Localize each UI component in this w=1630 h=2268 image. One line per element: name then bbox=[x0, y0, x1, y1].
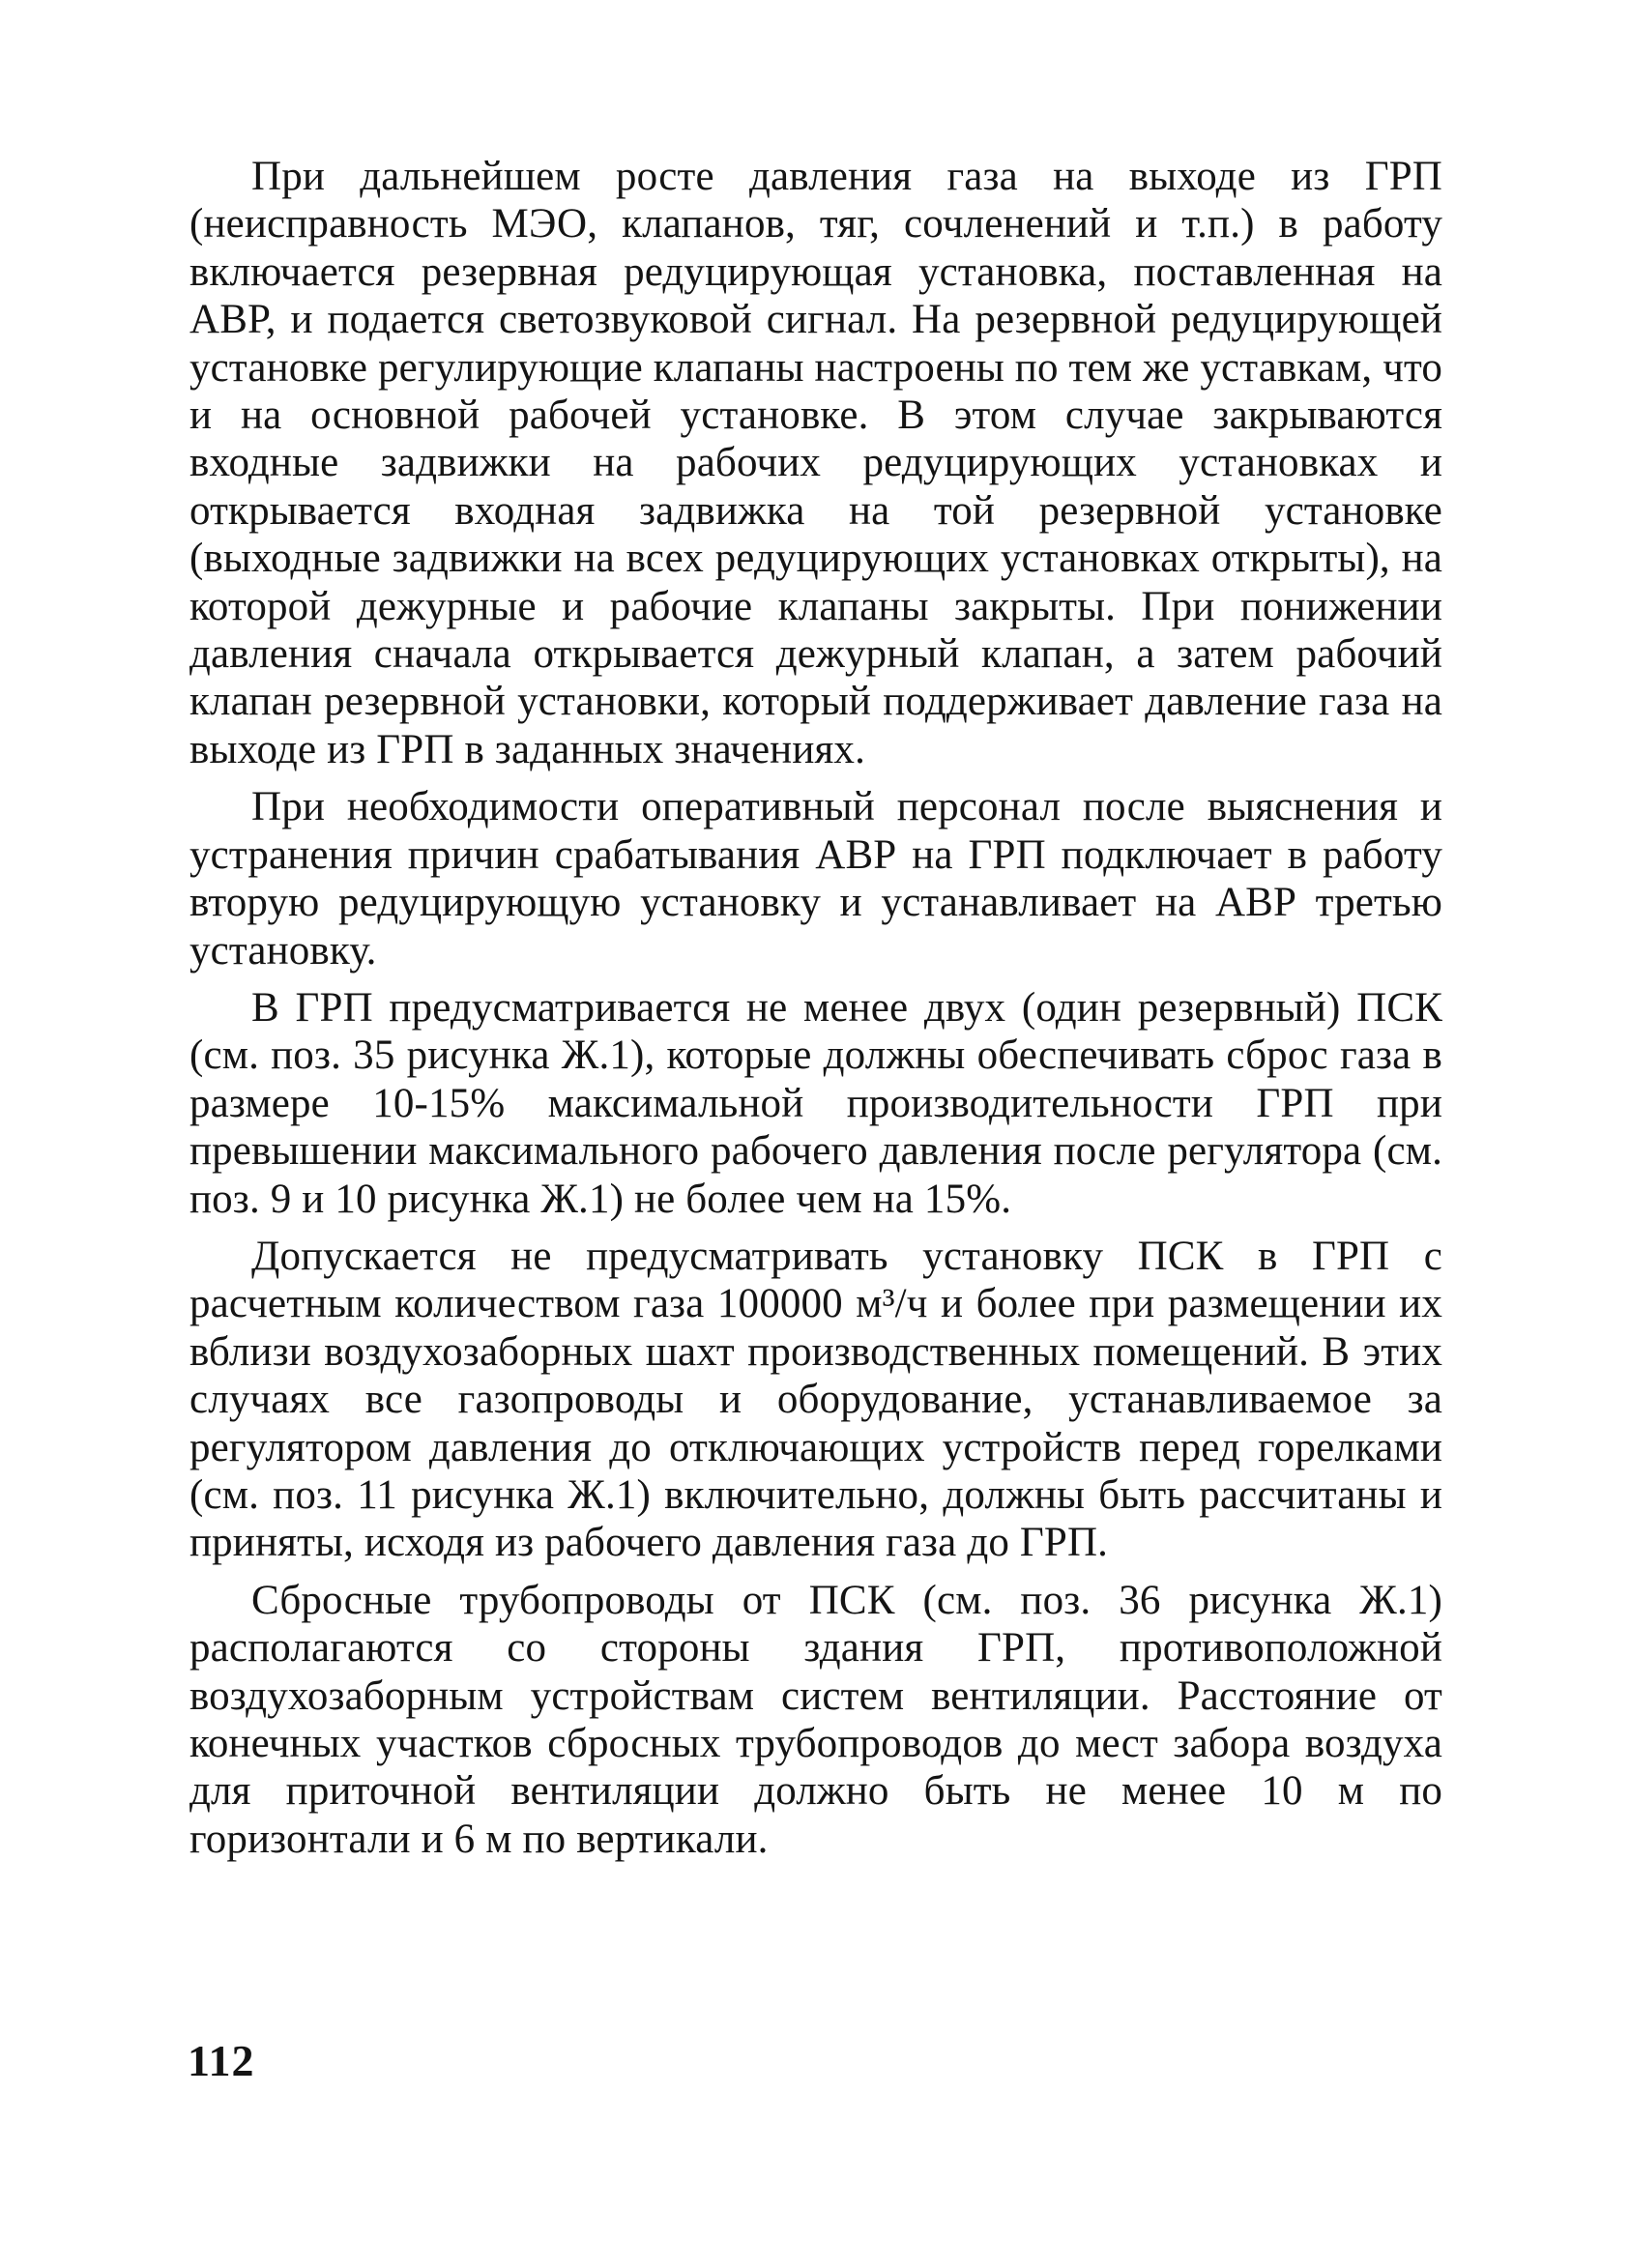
body-text bbox=[189, 153, 1442, 1873]
paragraph-psk-exemption: Допускается не предусматривать установку ПСК в ГРП с расчетным количеством газа 100000 м³/ч и более при размещении их вблизи воздухозаборных шахт производственных помещений. В этих случаях все газопроводы и оборудование, устанавливаемое за регулятором давления до отключающих устройств перед горелками (см. поз. 11 рисунка Ж.1) включительно, должны быть рассчитаны и приняты, исходя из рабочего давления газа до ГРП. bbox=[189, 1233, 1442, 1566]
paragraph-psk-requirements: В ГРП предусматривается не менее двух (один резервный) ПСК (см. поз. 35 рисунка Ж.1), которые должны обеспечивать сброс газа в размере 10-15% максимальной производительности ГРП при превышении максимального рабочего давления после регулятора (см. поз. 9 и 10 рисунка Ж.1) не более чем на 15%. bbox=[189, 984, 1442, 1222]
paragraph-reserve-unit: При дальнейшем росте давления газа на выходе из ГРП (неисправность МЭО, клапанов, тяг, сочленений и т.п.) в работу включается резервная редуцирующая установка, поставленная на АВР, и подается светозвуковой сигнал. На резервной редуцирующей установке регулирующие клапаны настроены по тем же уставкам, что и на основной рабочей установке. В этом случае закрываются входные задвижки на рабочих редуцирующих установках и открывается входная задвижка на той резервной установке (выходные задвижки на всех редуцирующих установках открыты), на которой дежурные и рабочие клапаны закрыты. При понижении давления сначала открывается дежурный клапан, а затем рабочий клапан резервной установки, который поддерживает давление газа на выходе из ГРП в заданных значениях. bbox=[189, 154, 1443, 772]
paragraph-operator-actions: При необходимости оперативный персонал после выяснения и устранения причин срабатывания АВР на ГРП подключает в работу вторую редуцирующую установку и устанавливает на АВР третью установку. bbox=[189, 784, 1442, 974]
page-number: 112 bbox=[188, 2036, 255, 2085]
paragraph-discharge-pipes: Сбросные трубопроводы от ПСК (см. поз. 36 рисунка Ж.1) располагаются со стороны здания ГРП, противоположной воздухозаборным устройствам систем вентиляции. Расстояние от конечных участков сбросных трубопроводов до мест забора воздуха для приточной вентиляции должно быть не менее 10 м по горизонтали и 6 м по вертикали. bbox=[189, 1577, 1442, 1862]
